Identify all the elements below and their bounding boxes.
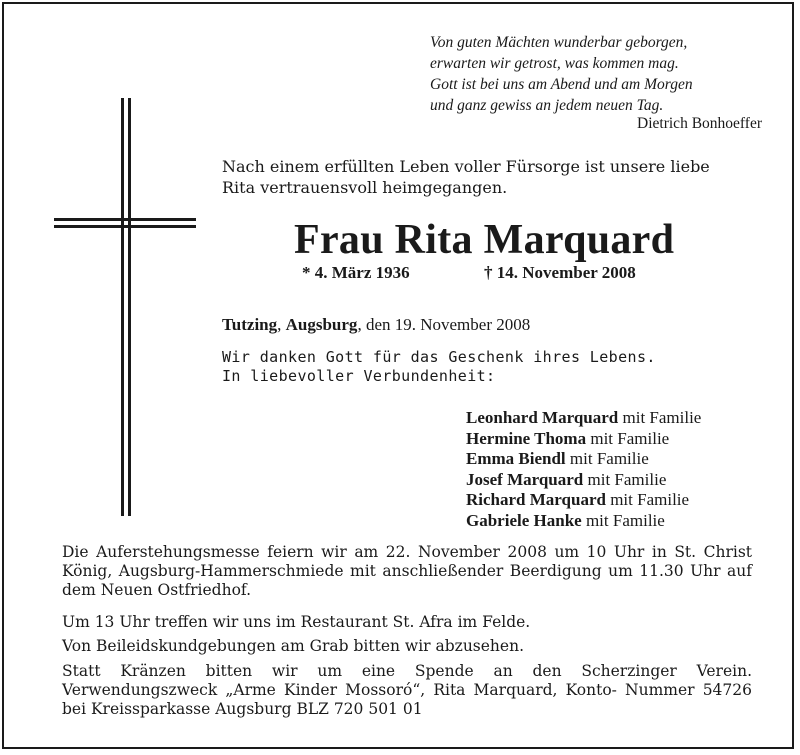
mourner-suffix: mit Familie bbox=[618, 408, 702, 427]
place-date-line bbox=[222, 315, 530, 335]
donation-paragraph: Statt Kränzen bitten wir um eine Spende an den Scherzinger Verein. Verwendungszweck „Arme Kinder Mossoró“, Rita Marquard, Konto- Nummer 54726 bei Kreissparkasse Augsburg BLZ 720 501 01 bbox=[62, 662, 752, 718]
mourner-name: Leonhard Marquard bbox=[466, 408, 619, 427]
list-item bbox=[466, 470, 701, 491]
intro-line: Nach einem erfüllten Leben voller Fürsorge ist unsere liebe bbox=[222, 157, 710, 176]
birth-date: * 4. März 1936 bbox=[302, 263, 410, 282]
thanks-text bbox=[222, 348, 782, 386]
meeting-paragraph: Um 13 Uhr treffen wir uns im Restaurant St. Afra im Felde. bbox=[62, 613, 531, 631]
list-item bbox=[466, 490, 701, 511]
poem-author: Dietrich Bonhoeffer bbox=[637, 115, 762, 132]
death-date: † 14. November 2008 bbox=[484, 263, 636, 282]
poem-line: Von guten Mächten wunderbar geborgen, bbox=[430, 34, 688, 51]
intro-text bbox=[222, 156, 782, 198]
deceased-name: Frau Rita Marquard bbox=[294, 217, 675, 263]
condolence-paragraph: Von Beileidskundgebungen am Grab bitten wir abzusehen. bbox=[62, 637, 524, 655]
cross-icon bbox=[121, 98, 131, 516]
mourner-name: Emma Biendl bbox=[466, 449, 566, 468]
intro-line: Rita vertrauensvoll heimgegangen. bbox=[222, 178, 508, 197]
mourner-suffix: mit Familie bbox=[605, 490, 690, 509]
mourner-name: Hermine Thoma bbox=[466, 428, 587, 448]
poem-line: erwarten wir getrost, was kommen mag. bbox=[430, 55, 679, 72]
mourner-name: Richard Marquard bbox=[466, 490, 606, 509]
funeral-mass-paragraph: Die Auferstehungsmesse feiern wir am 22. November 2008 um 10 Uhr in St. Christ König, Augsburg-Hammerschmiede mit anschließender Beerdigung um 11.30 Uhr auf dem Neuen Ostfriedhof. bbox=[62, 543, 752, 599]
mourner-suffix: mit Familie bbox=[583, 469, 667, 489]
thanks-line: In liebevoller Verbundenheit: bbox=[222, 367, 496, 385]
thanks-line: Wir danken Gott für das Geschenk ihres Lebens. bbox=[222, 348, 656, 366]
mourners-list bbox=[466, 408, 701, 531]
poem-line: Gott ist bei uns am Abend und am Morgen bbox=[430, 76, 693, 93]
mourner-name: Josef Marquard bbox=[466, 469, 584, 489]
place-town: Tutzing bbox=[222, 315, 278, 334]
place-town: Augsburg bbox=[285, 315, 358, 334]
mourner-name: Gabriele Hanke bbox=[466, 510, 582, 530]
list-item bbox=[466, 429, 701, 450]
obituary-notice bbox=[2, 2, 794, 749]
mourner-suffix: mit Familie bbox=[565, 449, 649, 468]
place-separator: , bbox=[277, 315, 286, 334]
cross-bar-icon bbox=[54, 218, 196, 228]
place-date: , den 19. November 2008 bbox=[357, 315, 531, 334]
list-item bbox=[466, 511, 701, 532]
mourner-suffix: mit Familie bbox=[586, 428, 670, 448]
list-item bbox=[466, 408, 701, 429]
list-item bbox=[466, 449, 701, 470]
mourner-suffix: mit Familie bbox=[581, 510, 665, 530]
poem-line: und ganz gewiss an jedem neuen Tag. bbox=[430, 97, 664, 114]
bonhoeffer-poem bbox=[430, 32, 770, 116]
